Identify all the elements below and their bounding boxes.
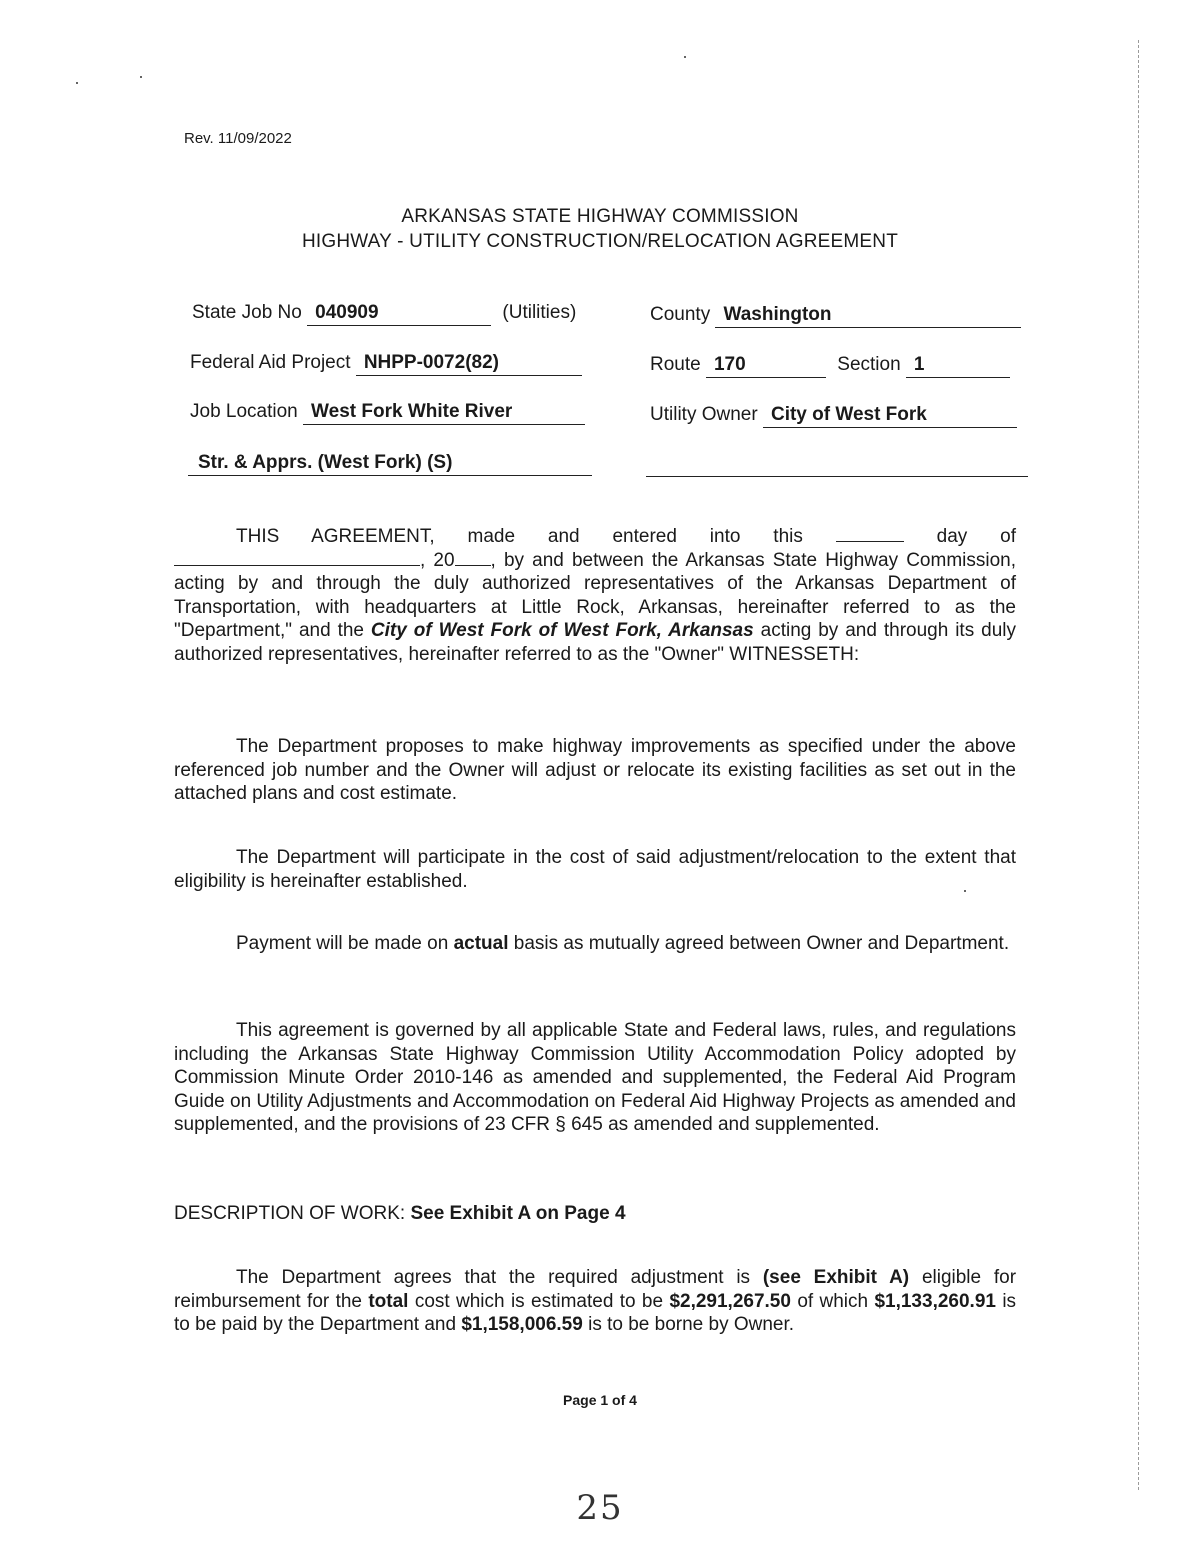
job-location-continued: [188, 452, 592, 476]
scan-speck: [140, 76, 142, 78]
cost-paragraph: The Department agrees that the required adjustment is (see Exhibit A) eligible for reimbursement for the total cost which is estimated to be $2,291,267.50 of which $1,133,260.91 is to be paid by the Department and $1,158,006.59 is to be borne by Owner.: [174, 1267, 1017, 1335]
revision-date: Rev. 11/09/2022: [184, 130, 292, 147]
participation-paragraph: The Department will participate in the cost of said adjustment/relocation to the extent that eligibility is hereinafter established.: [174, 847, 1016, 892]
total-cost-amount: $2,291,267.50: [669, 1290, 791, 1312]
blank-underline: [646, 476, 1028, 477]
month-blank: [174, 564, 420, 566]
scan-speck: [684, 56, 686, 58]
section-label: Section: [837, 354, 901, 375]
handwritten-page-number: 25: [576, 1488, 624, 1528]
state-job-suffix: (Utilities): [502, 302, 577, 323]
governing-law-paragraph: This agreement is governed by all applicable State and Federal laws, rules, and regulations including the Arkansas State Highway Commission Utility Accommodation Policy adopted by Commission Minute Order 2010-146 as amended and supplemented, the Federal Aid Program Guide on Utility Adjustments and Accommodation on Federal Aid Highway Projects as amended and supplemented, and the provisions of 23 CFR § 645 as amended and supplemented.: [174, 1020, 1016, 1135]
job-location-field: [190, 401, 585, 425]
agreement-paragraph: THIS AGREEMENT, made and entered into this day of , 20 , by and between the Arkansas State Highway Commission, acting by and through the duly authorized representatives of the Arkansas Department of Transportation, with headquarters at Little Rock, Arkansas, hereinafter referred to as the "Department," and the City of West Fork of West Fork, Arkansas acting by and through its duly authorized representatives, hereinafter referred to as the "Owner" WITNESSETH:: [174, 526, 1017, 665]
work-label: DESCRIPTION OF WORK:: [174, 1203, 406, 1224]
payment-basis: actual: [453, 933, 509, 954]
improvements-paragraph: The Department proposes to make highway improvements as specified under the above referenced job number and the Owner will adjust or relocate its existing facilities as set out in the attached plans and cost estimate.: [174, 736, 1016, 804]
commission-title: ARKANSAS STATE HIGHWAY COMMISSION: [401, 206, 799, 227]
year-blank: [455, 564, 491, 566]
owner-share-amount: $1,158,006.59: [461, 1314, 583, 1335]
state-job-field: [192, 302, 576, 326]
utility-owner-field: [650, 404, 1017, 428]
page-number: Page 1 of 4: [563, 1392, 637, 1408]
department-share-amount: $1,133,260.91: [874, 1290, 996, 1312]
job-location-value-line2: Str. & Apprs. (West Fork) (S): [188, 452, 592, 476]
state-job-value: 040909: [307, 302, 491, 326]
section-value: 1: [906, 354, 1010, 378]
scan-speck: [76, 82, 78, 84]
federal-aid-field: [190, 352, 582, 376]
route-label: Route: [650, 354, 701, 375]
county-value: Washington: [715, 304, 1021, 328]
utility-owner-label: Utility Owner: [650, 404, 758, 425]
agreement-title: HIGHWAY - UTILITY CONSTRUCTION/RELOCATION AGREEMENT: [301, 231, 899, 252]
utility-owner-value: City of West Fork: [763, 404, 1017, 428]
owner-name: City of West Fork of West Fork, Arkansas: [370, 620, 754, 641]
federal-aid-label: Federal Aid Project: [190, 352, 351, 373]
scan-edge-line: [1138, 40, 1139, 1490]
job-location-value: West Fork White River: [303, 401, 585, 425]
federal-aid-value: NHPP-0072(82): [356, 352, 582, 376]
state-job-label: State Job No: [192, 302, 302, 323]
county-label: County: [650, 304, 711, 325]
county-field: [650, 304, 1021, 328]
route-value: 170: [706, 354, 826, 378]
job-location-label: Job Location: [190, 401, 298, 422]
day-blank: [836, 540, 904, 542]
description-of-work: [174, 1202, 1016, 1226]
payment-paragraph: Payment will be made on actual basis as mutually agreed between Owner and Department.: [236, 933, 1010, 954]
work-value: See Exhibit A on Page 4: [410, 1203, 626, 1224]
route-field: [650, 354, 1010, 378]
